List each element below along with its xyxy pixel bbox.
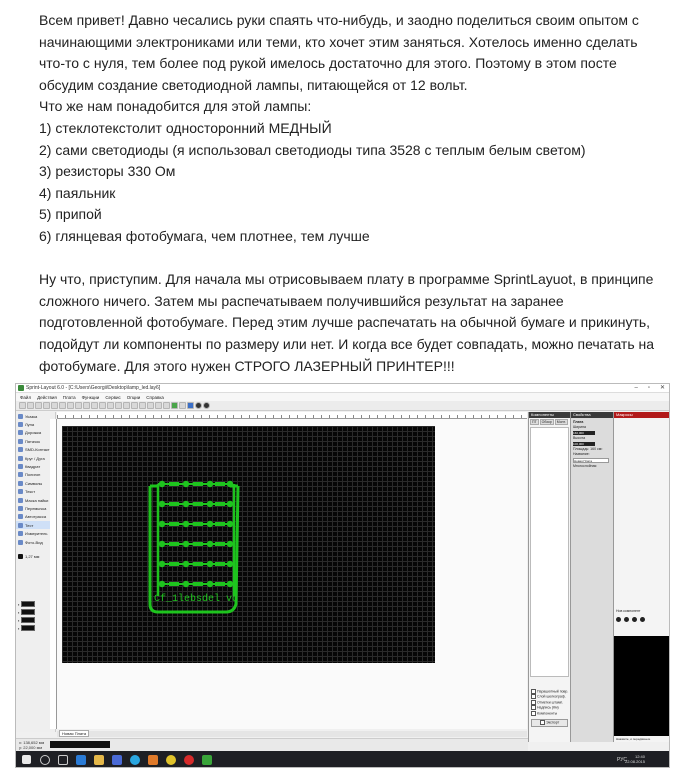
macros-title: Макросы	[614, 412, 670, 418]
store-icon[interactable]	[112, 755, 122, 765]
layer-k1-icon: ▪	[18, 601, 20, 607]
tab-components-pt[interactable]: ПТ	[532, 420, 537, 424]
layer-icon[interactable]	[155, 402, 162, 409]
main-toolbar	[16, 401, 669, 411]
option-checkbox[interactable]: Слой шелкограф.	[531, 694, 568, 699]
pad	[207, 541, 213, 547]
pad	[207, 481, 213, 487]
width-field[interactable]: 160,000	[573, 431, 595, 435]
component-body	[193, 562, 203, 566]
pad	[183, 581, 189, 587]
group-icon[interactable]	[131, 402, 138, 409]
component-body	[193, 542, 203, 546]
redo-icon[interactable]	[59, 402, 66, 409]
test-icon	[18, 523, 23, 528]
settings-icon[interactable]	[203, 402, 210, 409]
pad	[207, 581, 213, 587]
app-icon	[18, 385, 24, 391]
components-title: Компоненты	[529, 412, 570, 418]
properties-section: Плата	[573, 420, 584, 424]
pad	[159, 501, 165, 507]
pad	[227, 561, 233, 567]
article-body	[39, 10, 664, 377]
chrome-icon[interactable]	[166, 755, 176, 765]
component-body	[193, 582, 203, 586]
macro-tool-icon[interactable]	[632, 617, 637, 622]
macro-footer: Нажмите, и передвиньте	[616, 737, 651, 741]
component-body	[193, 522, 203, 526]
mirror-h-icon[interactable]	[107, 402, 114, 409]
jumper-icon	[18, 506, 23, 511]
name-label: Название:	[573, 452, 590, 456]
track-width-icon	[18, 554, 23, 559]
pad	[227, 501, 233, 507]
window-title: Sprint-Layout 6.0 - [C:\Users\Georgii\Desktop\lamp_led.lay6]	[26, 385, 161, 391]
layer-k2-icon: ▪	[18, 609, 20, 615]
properties-body	[571, 418, 613, 471]
pad	[227, 481, 233, 487]
new-file-icon[interactable]	[19, 402, 26, 409]
edge-icon[interactable]	[76, 755, 86, 765]
pad	[227, 541, 233, 547]
second-paragraph: Ну что, приступим. Для начала мы отрисовываем плату в программе SprintLayuot, в принципе сложного ничего. Затем мы распечатываем получившийся результат на заранее подготовленной фотобумаге. Перед этим лучше распечатать на обычной бумаге и прикинуть, подойдут ли компоненты по размеру или нет. И когда все будет совпадать, можно печатать на фотобумаге. Для этого нужен СТРОГО ЛАЗЕРНЫЙ ПРИНТЕР!!!	[39, 271, 655, 374]
tool-measure[interactable]: Измеритель	[16, 529, 55, 537]
component-body	[169, 482, 179, 486]
mirror-v-icon[interactable]	[115, 402, 122, 409]
delete-icon[interactable]	[91, 402, 98, 409]
tool-smd-pad[interactable]: SMD-Контакт	[16, 446, 55, 454]
layer-swatch[interactable]	[18, 600, 54, 608]
vertical-ruler	[50, 419, 57, 729]
smd-pad-icon	[18, 447, 23, 452]
macro-preview	[614, 636, 670, 736]
pad	[207, 501, 213, 507]
pad-icon	[18, 439, 23, 444]
tool-text[interactable]: Текст	[16, 488, 55, 496]
component-body	[215, 542, 225, 546]
circle-icon	[18, 456, 23, 461]
coord-x: x: 138,652 мм	[19, 740, 45, 745]
components-options	[531, 689, 568, 727]
paragraph-gap	[39, 248, 664, 270]
keyboard-language[interactable]: РУС	[616, 757, 627, 763]
list-item: 2) сами светодиоды (я использовал светодиоды типа 3528 с теплым белым светом)	[39, 141, 586, 158]
add-component-label[interactable]: Нов компонент	[616, 609, 641, 613]
multilayer-checkbox[interactable]: Многослойная	[573, 464, 597, 468]
photo-view-icon	[18, 540, 23, 545]
pad	[183, 481, 189, 487]
pad	[183, 501, 189, 507]
option-checkbox[interactable]: Отметки штамп.	[531, 700, 568, 705]
paste-icon[interactable]	[83, 402, 90, 409]
area-label: Площадь: 160 см²	[573, 447, 603, 451]
list-item: 6) глянцевая фотобумага, чем плотнее, тем лучше	[39, 227, 370, 244]
zoom-icon[interactable]	[163, 402, 170, 409]
tool-track[interactable]: Дорожка	[16, 429, 55, 437]
components-list[interactable]	[530, 427, 569, 677]
minimize-button[interactable]: –	[634, 385, 638, 391]
close-button[interactable]: ✕	[659, 385, 665, 391]
menu-service[interactable]: Сервис	[105, 394, 121, 400]
properties-panel	[570, 412, 613, 742]
layer-swatch[interactable]	[18, 624, 54, 632]
tool-pad[interactable]: Пятачок	[16, 437, 55, 445]
menu-help[interactable]: Справка	[146, 394, 164, 400]
drc-icon[interactable]	[187, 402, 194, 409]
tool-photo-view[interactable]: Фото-Вид	[16, 538, 55, 546]
menu-file[interactable]: Файл	[20, 394, 32, 400]
list-item: 5) припой	[39, 206, 102, 223]
tab-components-mount[interactable]: Монт.	[556, 420, 566, 424]
tool-autoroute[interactable]: Автотрасса	[16, 513, 55, 521]
open-file-icon[interactable]	[27, 402, 34, 409]
macros-panel	[613, 412, 670, 742]
window-controls	[634, 384, 665, 393]
pad	[207, 561, 213, 567]
measure-icon	[18, 531, 23, 536]
opera-icon[interactable]	[184, 755, 194, 765]
component-body	[215, 562, 225, 566]
pad	[159, 541, 165, 547]
zoom-tool-icon	[18, 422, 23, 427]
component-body	[169, 502, 179, 506]
board-label: Cf_1lebsdel vd	[154, 594, 239, 605]
pad	[159, 521, 165, 527]
pointer-icon	[18, 414, 23, 419]
layer-m1-icon: ▪	[18, 617, 20, 623]
component-body	[215, 522, 225, 526]
zoom-fit-icon[interactable]	[179, 402, 186, 409]
autoroute-icon	[18, 514, 23, 519]
tool-test[interactable]: Тест	[16, 521, 55, 529]
option-checkbox[interactable]: Компоненты	[531, 711, 568, 716]
rotate-icon[interactable]	[99, 402, 106, 409]
component-body	[169, 542, 179, 546]
clock-time: 12:40	[634, 754, 645, 759]
pad	[207, 521, 213, 527]
tool-symbols[interactable]: Символы	[16, 479, 55, 487]
status-bar	[16, 738, 528, 751]
search-icon[interactable]	[40, 755, 50, 765]
menu-options[interactable]: Опции	[126, 394, 141, 400]
macro-toolbar	[616, 617, 645, 622]
component-body	[193, 482, 203, 486]
macro-view-icon[interactable]	[640, 617, 645, 622]
task-view-icon[interactable]	[58, 755, 68, 765]
tool-polygon[interactable]: Полигон	[16, 471, 55, 479]
pad	[159, 581, 165, 587]
cut-icon[interactable]	[67, 402, 74, 409]
pad	[159, 561, 165, 567]
solder-mask-icon	[18, 498, 23, 503]
properties-title: Свойства	[571, 412, 613, 418]
text-icon	[18, 489, 23, 494]
menu-bar	[16, 393, 669, 401]
intro-paragraph: Всем привет! Давно чесались руки спаять что-нибудь, и заодно поделиться своим опытом с начинающими электрониками или теми, кто хочет этим заняться. Хотелось именно сделать что-то с нуля, тем более под рукой имелось достаточно для этого. Поэтому в этом посте обсудим создание светодиодной лампы, питающейся от 12 вольт.	[39, 12, 639, 93]
windows-taskbar	[16, 751, 670, 768]
pad	[183, 561, 189, 567]
track-icon	[18, 430, 23, 435]
component-body	[215, 582, 225, 586]
copper-traces	[150, 481, 238, 612]
grid-selector[interactable]	[50, 741, 110, 748]
pad	[183, 541, 189, 547]
align-icon[interactable]	[123, 402, 130, 409]
tool-rectangle[interactable]: Квадрат	[16, 462, 55, 470]
tool-circle[interactable]: Круг / Дуга	[16, 454, 55, 462]
window-titlebar	[16, 384, 669, 393]
layer-m2-icon: ▪	[18, 625, 20, 631]
maximize-button[interactable]: ▫	[647, 385, 650, 391]
layer-swatch[interactable]	[18, 608, 54, 616]
tool-zoom[interactable]: Лупа	[16, 420, 55, 428]
components-tabs	[529, 418, 570, 426]
explorer-icon[interactable]	[94, 755, 104, 765]
pad	[159, 481, 165, 487]
tool-pointer[interactable]: Указка	[16, 412, 55, 420]
macro-refresh-icon[interactable]	[624, 617, 629, 622]
ungroup-icon[interactable]	[139, 402, 146, 409]
pcb-layout-drawing	[62, 426, 435, 663]
layer-swatch[interactable]	[18, 616, 54, 624]
tab-components-browse[interactable]: Обзор	[541, 420, 552, 424]
pcb-board[interactable]	[62, 426, 435, 663]
copy-icon[interactable]	[75, 402, 82, 409]
list-heading: Что же нам понадобится для этой лампы:	[39, 98, 312, 115]
component-body	[193, 502, 203, 506]
start-icon[interactable]	[22, 755, 31, 764]
components-panel	[528, 412, 570, 742]
skype-icon[interactable]	[130, 755, 140, 765]
height-label: Высота	[573, 436, 586, 440]
tab-board[interactable]: Новая Плата	[59, 730, 89, 737]
component-body	[215, 502, 225, 506]
polygon-icon	[18, 472, 23, 477]
layer-swatches	[18, 600, 54, 632]
coord-y: y: 22,000 мм	[19, 745, 43, 750]
board-name-field[interactable]: Новая Плата	[573, 458, 609, 463]
cursor-coords	[19, 740, 44, 750]
pad	[183, 521, 189, 527]
print-icon[interactable]	[43, 402, 50, 409]
board-tabs	[57, 731, 527, 737]
pad	[227, 581, 233, 587]
rectangle-icon	[18, 464, 23, 469]
undo-icon[interactable]	[51, 402, 58, 409]
export-button[interactable]: Экспорт	[531, 719, 568, 726]
option-checkbox[interactable]: Парашютный повр.	[531, 689, 568, 694]
menu-actions[interactable]: Действия	[37, 394, 57, 400]
component-body	[169, 522, 179, 526]
pad	[227, 521, 233, 527]
sprint-layout-screenshot	[15, 383, 670, 768]
symbols-icon	[18, 481, 23, 486]
horizontal-ruler	[57, 412, 527, 419]
menu-board[interactable]: Плата	[62, 394, 76, 400]
list-item: 1) стеклотекстолит односторонний МЕДНЫЙ	[39, 119, 332, 136]
component-body	[169, 582, 179, 586]
photoview-icon[interactable]	[195, 402, 202, 409]
grid-icon[interactable]	[147, 402, 154, 409]
magnifier-icon[interactable]	[171, 402, 178, 409]
component-body	[169, 562, 179, 566]
list-item: 3) резисторы 330 Ом	[39, 163, 176, 180]
sprint-layout-taskbar-icon[interactable]	[202, 755, 212, 765]
component-body	[215, 482, 225, 486]
media-icon[interactable]	[148, 755, 158, 765]
width-label: Ширина	[573, 425, 586, 429]
tool-solder-mask[interactable]: Маска пайки	[16, 496, 55, 504]
save-icon[interactable]	[35, 402, 42, 409]
height-field[interactable]: 100,000	[573, 442, 595, 446]
system-clock[interactable]	[625, 754, 645, 764]
macro-save-icon[interactable]	[616, 617, 621, 622]
option-checkbox[interactable]: Надпись (Км)	[531, 705, 568, 710]
clock-date: 22.08.2015	[624, 759, 645, 764]
tool-jumper[interactable]: Перемычка	[16, 504, 55, 512]
track-width[interactable]: 1,27 мм	[16, 552, 55, 560]
list-item: 4) паяльник	[39, 184, 116, 201]
menu-functions[interactable]: Функции	[81, 394, 100, 400]
